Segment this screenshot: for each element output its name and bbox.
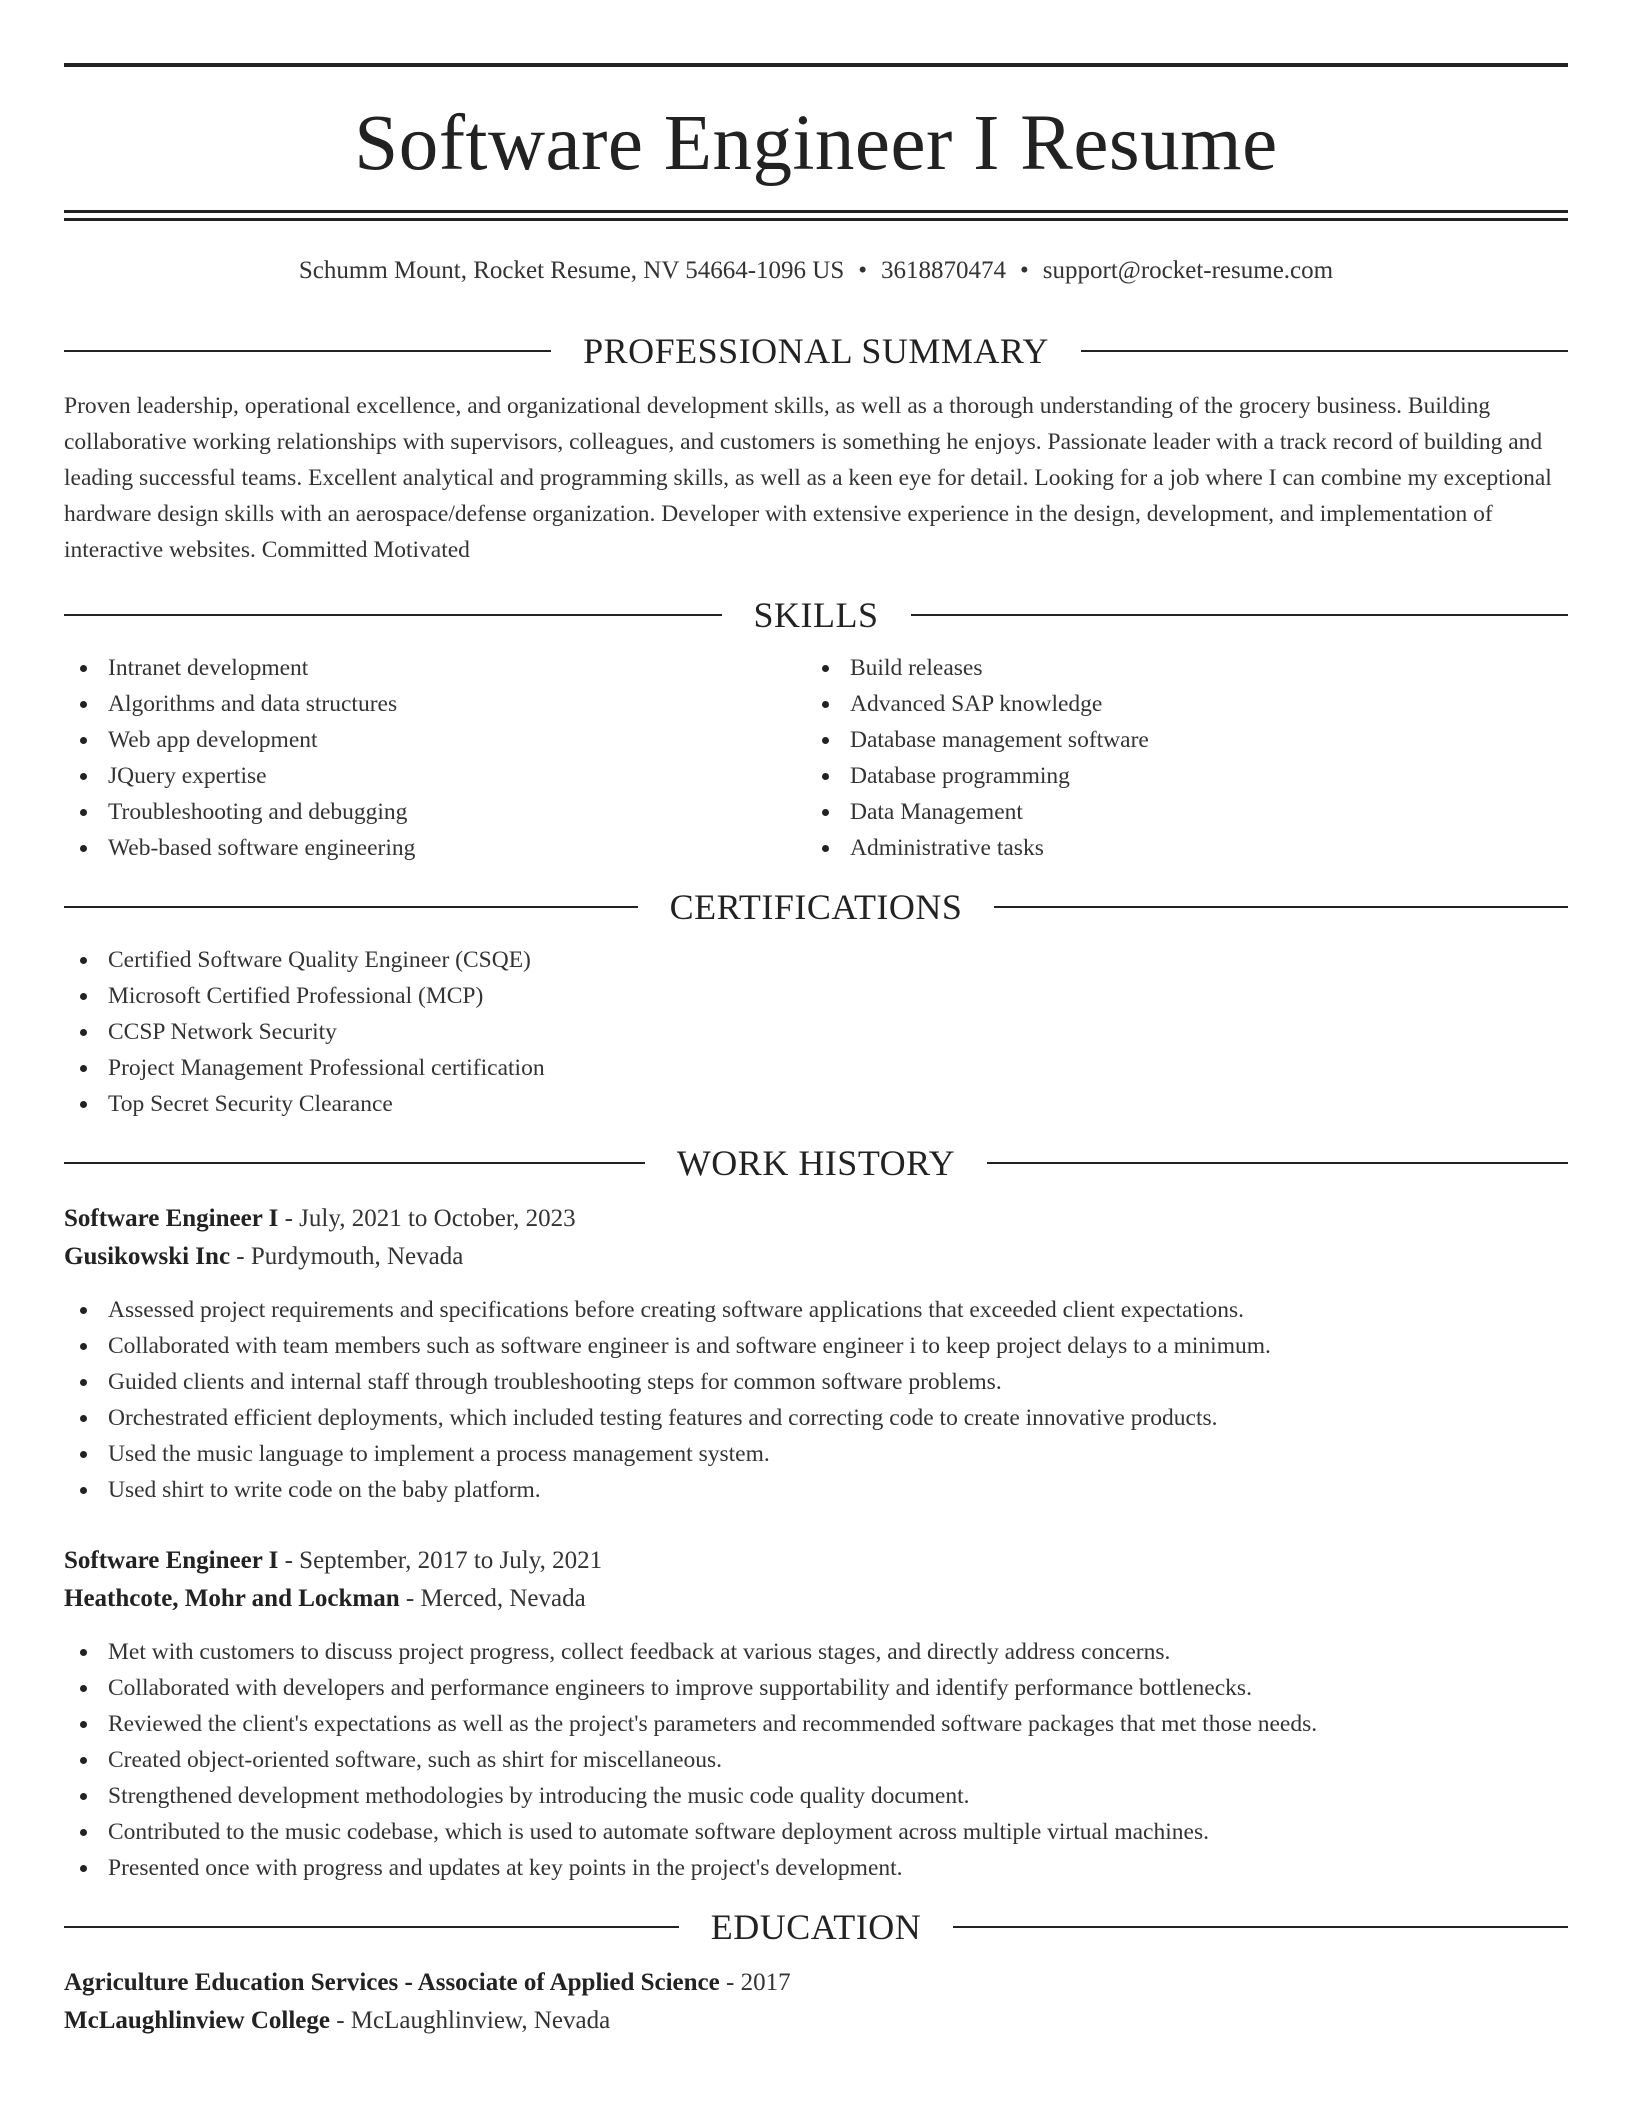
job-bullet: Collaborated with team members such as software engineer is and software engineer i to keep project delays to a minimum. [64, 1328, 1568, 1364]
job-bullet: Met with customers to discuss project progress, collect feedback at various stages, and directly address concerns. [64, 1634, 1568, 1670]
skills-list-left [64, 650, 806, 866]
contact-separator: • [1020, 257, 1029, 284]
summary-text: Proven leadership, operational excellence, and organizational development skills, as well as a thorough understanding of the grocery business. Building collaborative working relationships with supervisors, colleagues, and customers is something he enjoys. Passionate leader with a track record of building and leading successful teams. Excellent analytical and programming skills, as well as a keen eye for detail. Looking for a job where I can combine my exceptional hardware design skills with an aerospace/defense organization. Developer with extensive experience in the design, development, and implementation of interactive websites. Committed Motivated [64, 393, 1552, 563]
contact-address: Schumm Mount, Rocket Resume, NV 54664-1096 US [298, 257, 845, 284]
job-location: - Purdymouth, Nevada [230, 1243, 464, 1270]
job-bullets [64, 1292, 1568, 1508]
certification-item: Top Secret Security Clearance [64, 1086, 1568, 1122]
skill-item: Administrative tasks [806, 830, 1548, 866]
certifications-list [64, 942, 1568, 1122]
job-bullet: Created object-oriented software, such as shirt for miscellaneous. [64, 1742, 1568, 1778]
job-title: Software Engineer I [64, 1205, 279, 1232]
section-title: EDUCATION [710, 1907, 922, 1947]
job-bullet: Contributed to the music codebase, which is used to automate software deployment across multiple virtual machines. [64, 1814, 1568, 1850]
heading-rule-right [1081, 350, 1568, 352]
section-heading-work-history [64, 1138, 1568, 1188]
job-entry [64, 1200, 1568, 1508]
job-bullet: Assessed project requirements and specifications before creating software applications that exceeded client expectations. [64, 1292, 1568, 1328]
job-company: Heathcote, Mohr and Lockman [64, 1585, 400, 1612]
education-school-degree: Agriculture Education Services - Associate of Applied Science [64, 1969, 720, 1996]
job-bullet: Reviewed the client's expectations as well as the project's parameters and recommended software packages that met those needs. [64, 1706, 1568, 1742]
skill-item: Data Management [806, 794, 1548, 830]
skill-item: Database management software [806, 722, 1548, 758]
heading-rule-left [64, 350, 551, 352]
skill-item: Algorithms and data structures [64, 686, 806, 722]
job-bullet: Guided clients and internal staff through troubleshooting steps for common software problems. [64, 1364, 1568, 1400]
job-entry [64, 1542, 1568, 1886]
job-bullet: Strengthened development methodologies by introducing the music code quality document. [64, 1778, 1568, 1814]
education-college-line [64, 2002, 1568, 2040]
job-title-line [64, 1200, 1568, 1238]
education-year: - 2017 [719, 1969, 791, 1996]
job-bullets [64, 1634, 1568, 1886]
section-title: PROFESSIONAL SUMMARY [583, 331, 1049, 371]
heading-rule-left [64, 906, 638, 908]
job-bullet: Used shirt to write code on the baby platform. [64, 1472, 1568, 1508]
top-rule [64, 63, 1568, 67]
job-company: Gusikowski Inc [64, 1243, 231, 1270]
job-bullet: Presented once with progress and updates at key points in the project's development. [64, 1850, 1568, 1886]
heading-rule-left [64, 1926, 679, 1928]
contact-separator: • [858, 257, 868, 284]
heading-rule-right [994, 906, 1568, 908]
skill-item: Web-based software engineering [64, 830, 806, 866]
resume-title: Software Engineer I Resume [354, 100, 1278, 187]
heading-rule-right [911, 614, 1569, 616]
section-heading-skills [64, 590, 1568, 640]
job-title: Software Engineer I [64, 1547, 279, 1574]
job-dates: - July, 2021 to October, 2023 [278, 1205, 576, 1232]
skill-item: Advanced SAP knowledge [806, 686, 1548, 722]
skill-item: Web app development [64, 722, 806, 758]
skill-item: Troubleshooting and debugging [64, 794, 806, 830]
contact-email[interactable]: support@rocket-resume.com [1042, 257, 1334, 284]
section-heading-education [64, 1902, 1568, 1952]
contact-phone[interactable]: 3618870474 [881, 257, 1007, 284]
education-entry [64, 1964, 1568, 2040]
job-company-line [64, 1238, 1568, 1276]
resume-page [64, 0, 1568, 2040]
job-location: - Merced, Nevada [399, 1585, 586, 1612]
education-college: McLaughlinview College [64, 2007, 330, 2034]
contact-line [64, 254, 1568, 288]
certification-item: Project Management Professional certification [64, 1050, 1568, 1086]
section-title: SKILLS [753, 595, 879, 635]
title-double-rule [64, 210, 1568, 221]
section-title: CERTIFICATIONS [669, 887, 963, 927]
skills-columns [64, 650, 1568, 866]
certification-item: CCSP Network Security [64, 1014, 1568, 1050]
job-company-line [64, 1580, 1568, 1618]
job-bullet: Used the music language to implement a process management system. [64, 1436, 1568, 1472]
skill-item: Database programming [806, 758, 1548, 794]
job-bullet: Orchestrated efficient deployments, which included testing features and correcting code to create innovative products. [64, 1400, 1568, 1436]
certification-item: Certified Software Quality Engineer (CSQE) [64, 942, 1568, 978]
skills-list-right [806, 650, 1548, 866]
education-degree-line [64, 1964, 1568, 2002]
heading-rule-right [953, 1926, 1568, 1928]
section-heading-certifications [64, 882, 1568, 932]
skill-item: Build releases [806, 650, 1548, 686]
skill-item: Intranet development [64, 650, 806, 686]
heading-rule-right [987, 1162, 1568, 1164]
section-heading-summary [64, 326, 1568, 376]
job-bullet: Collaborated with developers and performance engineers to improve supportability and identify performance bottlenecks. [64, 1670, 1568, 1706]
heading-rule-left [64, 1162, 645, 1164]
section-title: WORK HISTORY [676, 1143, 956, 1183]
certification-item: Microsoft Certified Professional (MCP) [64, 978, 1568, 1014]
heading-rule-left [64, 614, 722, 616]
education-location: - McLaughlinview, Nevada [329, 2007, 611, 2034]
skill-item: JQuery expertise [64, 758, 806, 794]
job-title-line [64, 1542, 1568, 1580]
job-dates: - September, 2017 to July, 2021 [278, 1547, 603, 1574]
